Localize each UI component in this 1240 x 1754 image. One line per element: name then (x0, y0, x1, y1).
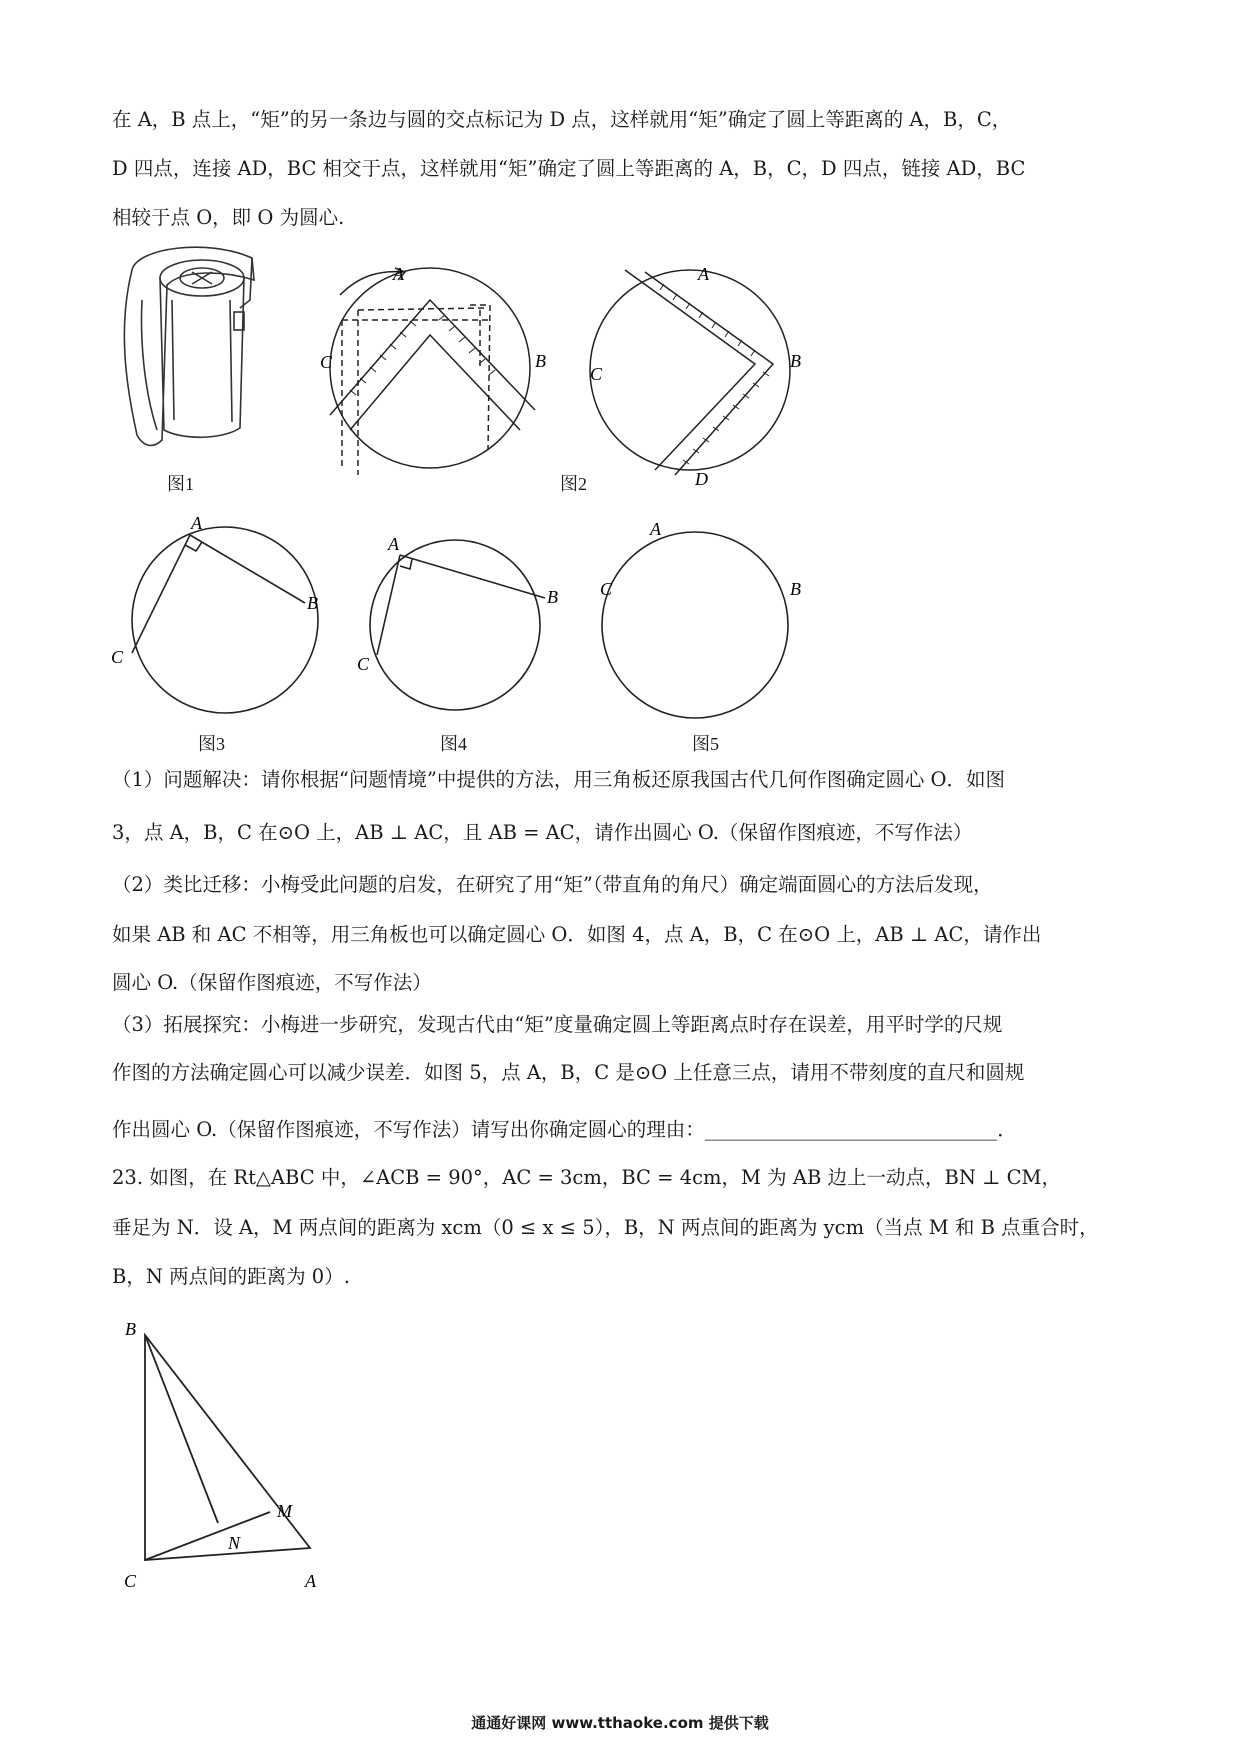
fig5-label-c: C (600, 579, 613, 599)
figure-2-ruler-diagram (585, 260, 815, 490)
fig3-label-a: A (191, 515, 202, 533)
question-2-line-1: （2）类比迁移：小梅受此问题的启发，在研究了用“矩”（带直角的角尺）确定端面圆心的方法后发现， (112, 873, 993, 896)
p23-label-c: C (124, 1571, 137, 1591)
fig5-label-b: B (790, 579, 801, 599)
problem-23-triangle-diagram (110, 1315, 340, 1605)
p23-label-a: A (305, 1571, 316, 1591)
page-footer: 通通好课网 www.tthaoke.com 提供下载 (471, 1714, 769, 1732)
question-1-line-1: （1）问题解决：请你根据“问题情境”中提供的方法，用三角板还原我国古代几何作图确定圆心 O．如图 (112, 768, 1006, 791)
fig4-label-b: B (547, 587, 558, 607)
question-3-line-3: 作出圆心 O.（保留作图痕迹，不写作法）请写出你确定圆心的理由：______________________________． (112, 1118, 1017, 1141)
intro-line-1: 在 A，B 点上，“矩”的另一条边与圆的交点标记为 D 点，这样就用“矩”确定了圆上等距离的 A，B，C， (112, 108, 1012, 131)
fig3-label-b: B (307, 593, 318, 613)
p23-label-m: M (277, 1501, 292, 1521)
figure-2-caption: 图2 (560, 474, 587, 494)
fig4-label-c: C (357, 654, 370, 674)
question-3-line-2: 作图的方法确定圆心可以减少误差．如图 5，点 A，B，C 是⊙O 上任意三点，请用不带刻度的直尺和圆规 (112, 1061, 1025, 1084)
question-2-line-2: 如果 AB 和 AC 不相等，用三角板也可以确定圆心 O．如图 4，点 A，B，C 在⊙O 上，AB ⊥ AC，请作出 (112, 923, 1042, 946)
fig2-label-a: A (393, 264, 404, 284)
figure-4-caption: 图4 (440, 734, 467, 754)
figure-2-diagram (320, 250, 560, 480)
p23-label-n: N (228, 1533, 241, 1553)
intro-line-2: D 四点，连接 AD，BC 相交于点，这样就用“矩”确定了圆上等距离的 A，B，C，D 四点，链接 AD，BC (112, 157, 1026, 180)
problem-23-line-2: 垂足为 N．设 A，M 两点间的距离为 xcm（0 ≤ x ≤ 5），B，N 两点间的距离为 ycm（当点 M 和 B 点重合时， (112, 1216, 1099, 1239)
fig2-label-b: B (535, 351, 546, 371)
question-1-line-2: 3，点 A，B，C 在⊙O 上，AB ⊥ AC，且 AB = AC，请作出圆心 O.（保留作图痕迹，不写作法） (112, 821, 973, 844)
problem-23-line-3: B，N 两点间的距离为 0）. (112, 1265, 350, 1288)
question-3-line-1: （3）拓展探究：小梅进一步研究，发现古代由“矩”度量确定圆上等距离点时存在误差，用平时学的尺规 (112, 1013, 1003, 1036)
fig2r-label-a: A (698, 264, 709, 284)
question-2-line-3: 圆心 O.（保留作图痕迹，不写作法） (112, 971, 432, 994)
fig2r-label-d: D (695, 469, 708, 489)
figure-5-diagram (590, 515, 820, 725)
figure-4-diagram (355, 530, 575, 730)
fig3-label-c: C (111, 647, 124, 667)
fig2r-label-b: B (790, 351, 801, 371)
fig2r-label-c: C (590, 364, 603, 384)
fig2-label-c: C (320, 352, 333, 372)
p23-label-b: B (125, 1319, 136, 1339)
fig4-label-a: A (388, 534, 399, 554)
figure-1-caption: 图1 (167, 474, 194, 494)
figure-3-diagram (105, 515, 335, 725)
intro-line-3: 相较于点 O，即 O 为圆心. (112, 206, 345, 229)
problem-23-line-1: 23. 如图，在 Rt△ABC 中，∠ACB = 90°，AC = 3cm，BC = 4cm，M 为 AB 边上一动点，BN ⊥ CM， (112, 1166, 1061, 1189)
figure-5-caption: 图5 (692, 734, 719, 754)
figure-1-illustration (112, 240, 262, 462)
fig5-label-a: A (650, 519, 661, 539)
figure-3-caption: 图3 (198, 734, 225, 754)
